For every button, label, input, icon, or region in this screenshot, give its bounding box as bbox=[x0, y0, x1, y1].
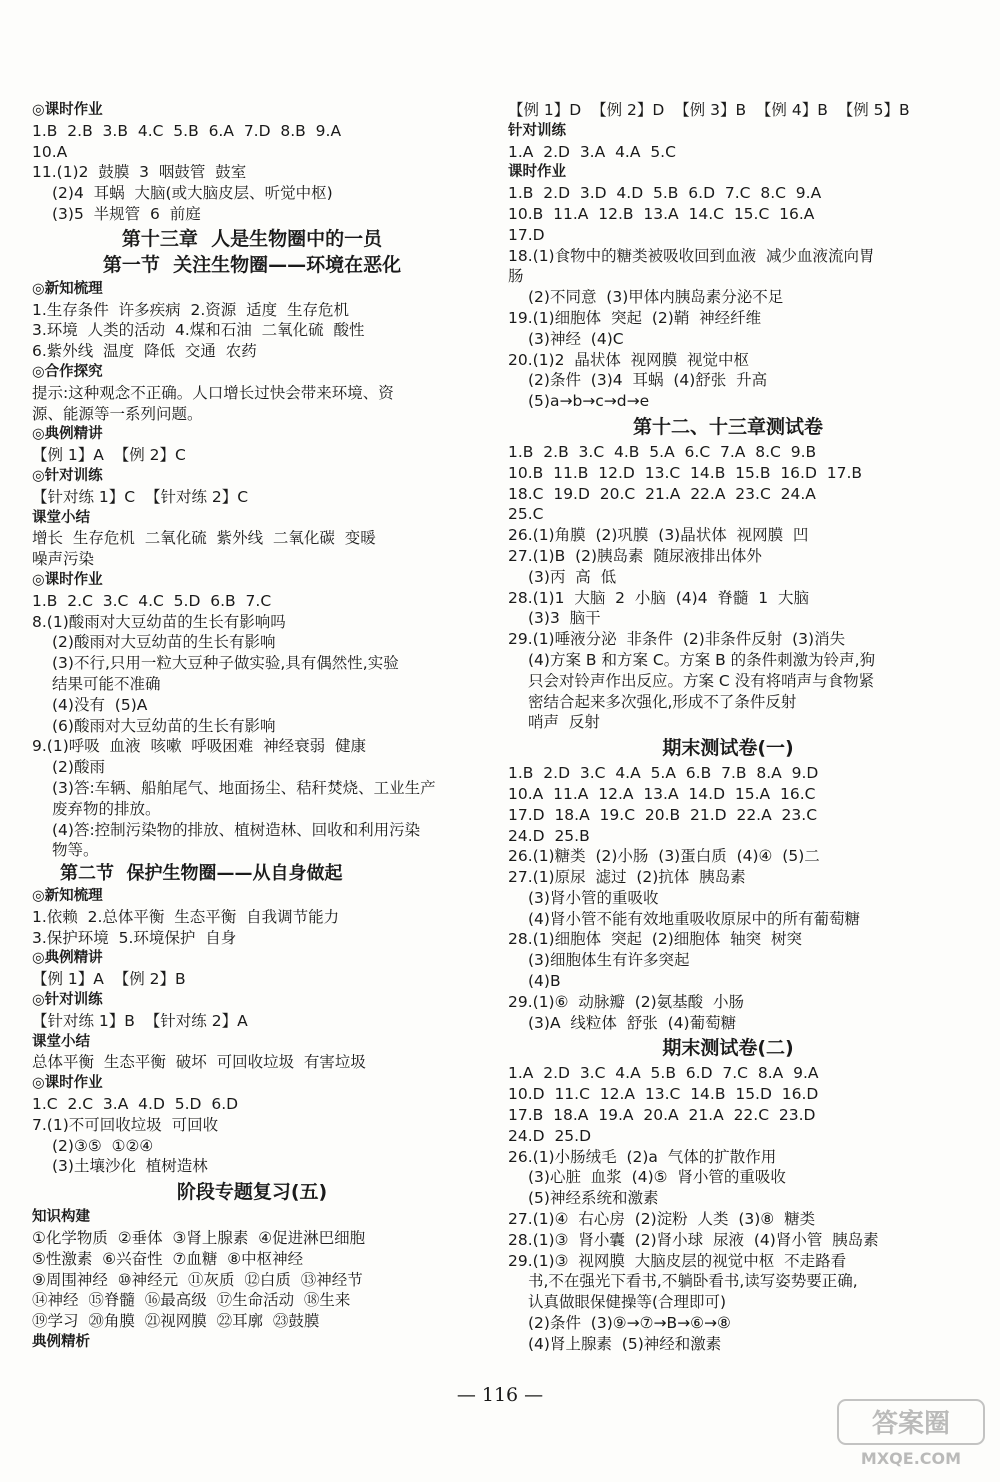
section-label: 针对训练 bbox=[508, 122, 566, 139]
answer-line: 17.D bbox=[508, 225, 545, 244]
answer-line: 1.B 2.C 3.C 4.C 5.D 6.B 7.C bbox=[32, 591, 272, 610]
answer-line: 1.B 2.B 3.C 4.B 5.A 6.C 7.A 8.C 9.B bbox=[508, 442, 817, 461]
answer-line-indented: (3)丙 高 低 bbox=[528, 567, 617, 586]
answer-line: 18.(1)食物中的糖类被吸收回到血液 减少血液流向胃 bbox=[508, 246, 875, 265]
section-label: ◎针对训练 bbox=[32, 992, 103, 1009]
answer-line-indented: (3)土壤沙化 植树造林 bbox=[52, 1157, 208, 1176]
answer-line: 28.(1)细胞体 突起 (2)细胞体 轴突 树突 bbox=[508, 930, 802, 949]
answer-line: 29.(1)⑥ 动脉瓣 (2)氨基酸 小肠 bbox=[508, 992, 745, 1011]
answer-line: 18.C 19.D 20.C 21.A 22.A 23.C 24.A bbox=[508, 484, 816, 503]
answer-line-indented: (2)酸雨对大豆幼苗的生长有影响 bbox=[52, 633, 276, 652]
section-label: ◎课时作业 bbox=[32, 1075, 103, 1092]
answer-line-indented: 废弃物的排放。 bbox=[52, 799, 161, 818]
answer-line-indented: 物等。 bbox=[52, 841, 99, 860]
test-heading: 阶段专题复习(五) bbox=[176, 1181, 328, 1204]
right-answer-column bbox=[508, 100, 948, 1355]
answer-line-indented: 书,不在强光下看书,不躺卧看书,读写姿势要正确, bbox=[528, 1272, 858, 1291]
section-label: 课堂小结 bbox=[32, 1033, 90, 1050]
answer-line-indented: (2)条件 (3)⑨→⑦→B→⑥→⑧ bbox=[528, 1314, 731, 1333]
answer-line-indented: (2)4 耳蜗 大脑(或大脑皮层、听觉中枢) bbox=[52, 184, 333, 203]
answer-line: 27.(1)④ 右心房 (2)淀粉 人类 (3)⑧ 糖类 bbox=[508, 1210, 816, 1229]
answer-line-indented: (4)B bbox=[528, 972, 561, 991]
answer-line: 源、能源等一系列问题。 bbox=[32, 404, 203, 423]
answer-line: 24.D 25.D bbox=[508, 1126, 592, 1145]
answer-line-indented: (4)方案 B 和方案 C。方案 B 的条件刺激为铃声,狗 bbox=[528, 650, 876, 669]
answer-line: 噪声污染 bbox=[32, 550, 95, 569]
answer-line-indented: (5)a→b→c→d→e bbox=[528, 392, 650, 411]
chapter-heading: 第一节 关注生物圈——环境在恶化 bbox=[102, 253, 402, 276]
answer-line-indented: (3)肾小管的重吸收 bbox=[528, 888, 659, 907]
answer-line: 10.B 11.B 12.D 13.C 14.B 15.B 16.D 17.B bbox=[508, 463, 863, 482]
section-label: ◎课时作业 bbox=[32, 102, 103, 118]
answer-line-indented: (3)答:车辆、船舶尾气、地面扬尘、秸秆焚烧、工业生产 bbox=[52, 778, 436, 797]
answer-line: 【针对练 1】B 【针对练 2】A bbox=[32, 1011, 248, 1030]
answer-line: 10.D 11.C 12.A 13.C 14.B 15.D 16.D bbox=[508, 1085, 819, 1104]
answer-line: 8.(1)酸雨对大豆幼苗的生长有影响吗 bbox=[32, 612, 286, 631]
answer-line-indented: 密结合起来多次强化,形成不了条件反射 bbox=[528, 692, 797, 711]
section-label: 课时作业 bbox=[508, 164, 566, 181]
answer-line-indented: (2)酸雨 bbox=[52, 758, 105, 777]
answer-line: 27.(1)原尿 滤过 (2)抗体 胰岛素 bbox=[508, 868, 746, 887]
answer-line: ⑭神经 ⑮脊髓 ⑯最高级 ⑰生命活动 ⑱生来 bbox=[32, 1291, 351, 1310]
answer-line: 1.C 2.C 3.A 4.D 5.D 6.D bbox=[32, 1095, 239, 1114]
answer-line-indented: (6)酸雨对大豆幼苗的生长有影响 bbox=[52, 716, 276, 735]
answer-line: 26.(1)糖类 (2)小肠 (3)蛋白质 (4)④ (5)二 bbox=[508, 847, 820, 866]
answer-line: 1.A 2.D 3.A 4.A 5.C bbox=[508, 142, 676, 161]
answer-line-indented: (3)细胞体生有许多突起 bbox=[528, 951, 690, 970]
answer-line: 【例 1】D 【例 2】D 【例 3】B 【例 4】B 【例 5】B bbox=[508, 101, 910, 119]
answer-line: 10.B 11.A 12.B 13.A 14.C 15.C 16.A bbox=[508, 204, 815, 223]
answer-line: 25.C bbox=[508, 505, 544, 524]
answer-line: 1.B 2.D 3.D 4.D 5.B 6.D 7.C 8.C 9.A bbox=[508, 184, 822, 203]
section-heading: 第二节 保护生物圈——从自身做起 bbox=[60, 863, 343, 885]
answer-line-indented: (2)不同意 (3)甲体内胰岛素分泌不足 bbox=[528, 288, 784, 307]
answer-line: 总体平衡 生态平衡 破坏 可回收垃圾 有害垃圾 bbox=[32, 1053, 366, 1072]
answer-line: 27.(1)B (2)胰岛素 随尿液排出体外 bbox=[508, 546, 762, 565]
answer-line: 肠 bbox=[508, 267, 524, 286]
answer-line: 24.D 25.B bbox=[508, 826, 590, 845]
answer-line: 1.A 2.D 3.C 4.A 5.B 6.D 7.C 8.A 9.A bbox=[508, 1064, 819, 1083]
answer-line-indented: (3)不行,只用一粒大豆种子做实验,具有偶然性,实验 bbox=[52, 654, 399, 673]
watermark-logo bbox=[836, 1398, 986, 1470]
answer-line: 10.A bbox=[32, 142, 68, 161]
answer-line: 1.B 2.B 3.B 4.C 5.B 6.A 7.D 8.B 9.A bbox=[32, 121, 342, 140]
test-heading: 期末测试卷(一) bbox=[662, 737, 794, 760]
section-label: ◎课时作业 bbox=[32, 571, 103, 588]
answer-line-indented: 只会对铃声作出反应。方案 C 没有将哨声与食物紧 bbox=[528, 671, 875, 690]
test-heading: 期末测试卷(二) bbox=[662, 1037, 794, 1060]
left-answer-column bbox=[32, 100, 472, 1353]
answer-line-indented: (4)肾上腺素 (5)神经和激素 bbox=[528, 1334, 722, 1353]
answer-line: 3.保护环境 5.环境保护 自身 bbox=[32, 928, 237, 947]
answer-line: 29.(1)③ 视网膜 大脑皮层的视觉中枢 不走路看 bbox=[508, 1251, 847, 1270]
answer-line: 29.(1)唾液分泌 非条件 (2)非条件反射 (3)消失 bbox=[508, 630, 846, 649]
answer-line: ⑤性激素 ⑥兴奋性 ⑦血糖 ⑧中枢神经 bbox=[32, 1249, 304, 1268]
section-label: ◎典例精讲 bbox=[32, 950, 103, 967]
answer-line: 7.(1)不可回收垃圾 可回收 bbox=[32, 1115, 219, 1134]
answer-line: 提示:这种观念不正确。人口增长过快会带来环境、资 bbox=[32, 383, 394, 402]
section-label: ◎新知梳理 bbox=[32, 280, 103, 297]
answer-line: 17.D 18.A 19.C 20.B 21.D 22.A 23.C bbox=[508, 805, 818, 824]
answer-line-indented: (3)神经 (4)C bbox=[528, 329, 624, 348]
section-label: ◎针对训练 bbox=[32, 467, 103, 484]
section-label: 典例精析 bbox=[32, 1334, 90, 1351]
section-label: ◎典例精讲 bbox=[32, 426, 103, 443]
section-label: ◎新知梳理 bbox=[32, 888, 103, 905]
answer-line: ①化学物质 ②垂体 ③肾上腺素 ④促进淋巴细胞 bbox=[32, 1229, 366, 1248]
answer-line-indented: (3)心脏 血浆 (4)⑤ 肾小管的重吸收 bbox=[528, 1168, 786, 1187]
watermark-url: MXQE.COM bbox=[860, 1449, 962, 1468]
answer-line: 1.生存条件 许多疾病 2.资源 适度 生存危机 bbox=[32, 300, 349, 319]
answer-line: 增长 生存危机 二氧化硫 紫外线 二氧化碳 变暖 bbox=[32, 529, 376, 548]
answer-line: 【针对练 1】C 【针对练 2】C bbox=[32, 487, 249, 506]
answer-line: 11.(1)2 鼓膜 3 咽鼓管 鼓室 bbox=[32, 163, 247, 182]
answer-line-indented: (4)肾小管不能有效地重吸收原尿中的所有葡萄糖 bbox=[528, 909, 860, 928]
answer-line: 19.(1)细胞体 突起 (2)鞘 神经纤维 bbox=[508, 308, 762, 327]
answer-line-indented: (4)没有 (5)A bbox=[52, 695, 148, 714]
page-number: — 116 — bbox=[456, 1384, 544, 1406]
answer-line: 10.A 11.A 12.A 13.A 14.D 15.A 16.C bbox=[508, 784, 816, 803]
answer-line: 1.B 2.D 3.C 4.A 5.A 6.B 7.B 8.A 9.D bbox=[508, 764, 819, 783]
test-heading: 第十二、十三章测试卷 bbox=[632, 415, 823, 438]
answer-line-indented: (4)答:控制污染物的排放、植树造林、回收和利用污染 bbox=[52, 820, 421, 839]
answer-line: 9.(1)呼吸 血液 咳嗽 呼吸困难 神经衰弱 健康 bbox=[32, 737, 367, 756]
answer-line: 26.(1)角膜 (2)巩膜 (3)晶状体 视网膜 凹 bbox=[508, 526, 809, 545]
answer-line-indented: 结果可能不准确 bbox=[52, 674, 161, 693]
answer-line: 1.依赖 2.总体平衡 生态平衡 自我调节能力 bbox=[32, 907, 340, 926]
answer-line: 17.B 18.A 19.A 20.A 21.A 22.C 23.D bbox=[508, 1106, 816, 1125]
answer-line-indented: 哨声 反射 bbox=[528, 713, 600, 732]
answer-line-indented: 认真做眼保健操等(合理即可) bbox=[528, 1293, 727, 1312]
answer-line: 28.(1)1 大脑 2 小脑 (4)4 脊髓 1 大脑 bbox=[508, 588, 809, 607]
answer-line-indented: (2)③⑤ ①②④ bbox=[52, 1136, 154, 1155]
section-label: ◎合作探究 bbox=[32, 363, 103, 380]
answer-line: ⑨周围神经 ⑩神经元 ⑪灰质 ⑫白质 ⑬神经节 bbox=[32, 1270, 363, 1289]
answer-line: 【例 1】A 【例 2】C bbox=[32, 446, 186, 465]
chapter-heading: 第十三章 人是生物圈中的一员 bbox=[121, 227, 383, 250]
answer-line: 3.环境 人类的活动 4.煤和石油 二氧化硫 酸性 bbox=[32, 321, 365, 340]
answer-line-indented: (2)条件 (3)4 耳蜗 (4)舒张 升高 bbox=[528, 371, 768, 390]
answer-line: 28.(1)③ 肾小囊 (2)肾小球 尿液 (4)肾小管 胰岛素 bbox=[508, 1230, 879, 1249]
section-label: 知识构建 bbox=[32, 1209, 90, 1226]
answer-line: 【例 1】A 【例 2】B bbox=[32, 970, 186, 989]
section-label: 课堂小结 bbox=[32, 509, 90, 526]
answer-line-indented: (3)A 线粒体 舒张 (4)葡萄糖 bbox=[528, 1013, 737, 1032]
watermark-title: 答案圈 bbox=[871, 1409, 951, 1439]
answer-line-indented: (3)5 半规管 6 前庭 bbox=[52, 204, 201, 223]
answer-line-indented: (3)3 脑干 bbox=[528, 609, 601, 628]
answer-line-indented: (5)神经系统和激素 bbox=[528, 1189, 659, 1208]
answer-line: 26.(1)小肠绒毛 (2)a 气体的扩散作用 bbox=[508, 1147, 777, 1166]
answer-line: 20.(1)2 晶状体 视网膜 视觉中枢 bbox=[508, 350, 750, 369]
answer-line: ⑲学习 ⑳角膜 ㉑视网膜 ㉒耳廓 ㉓鼓膜 bbox=[32, 1312, 320, 1331]
answer-line: 6.紫外线 温度 降低 交通 农药 bbox=[32, 342, 257, 361]
